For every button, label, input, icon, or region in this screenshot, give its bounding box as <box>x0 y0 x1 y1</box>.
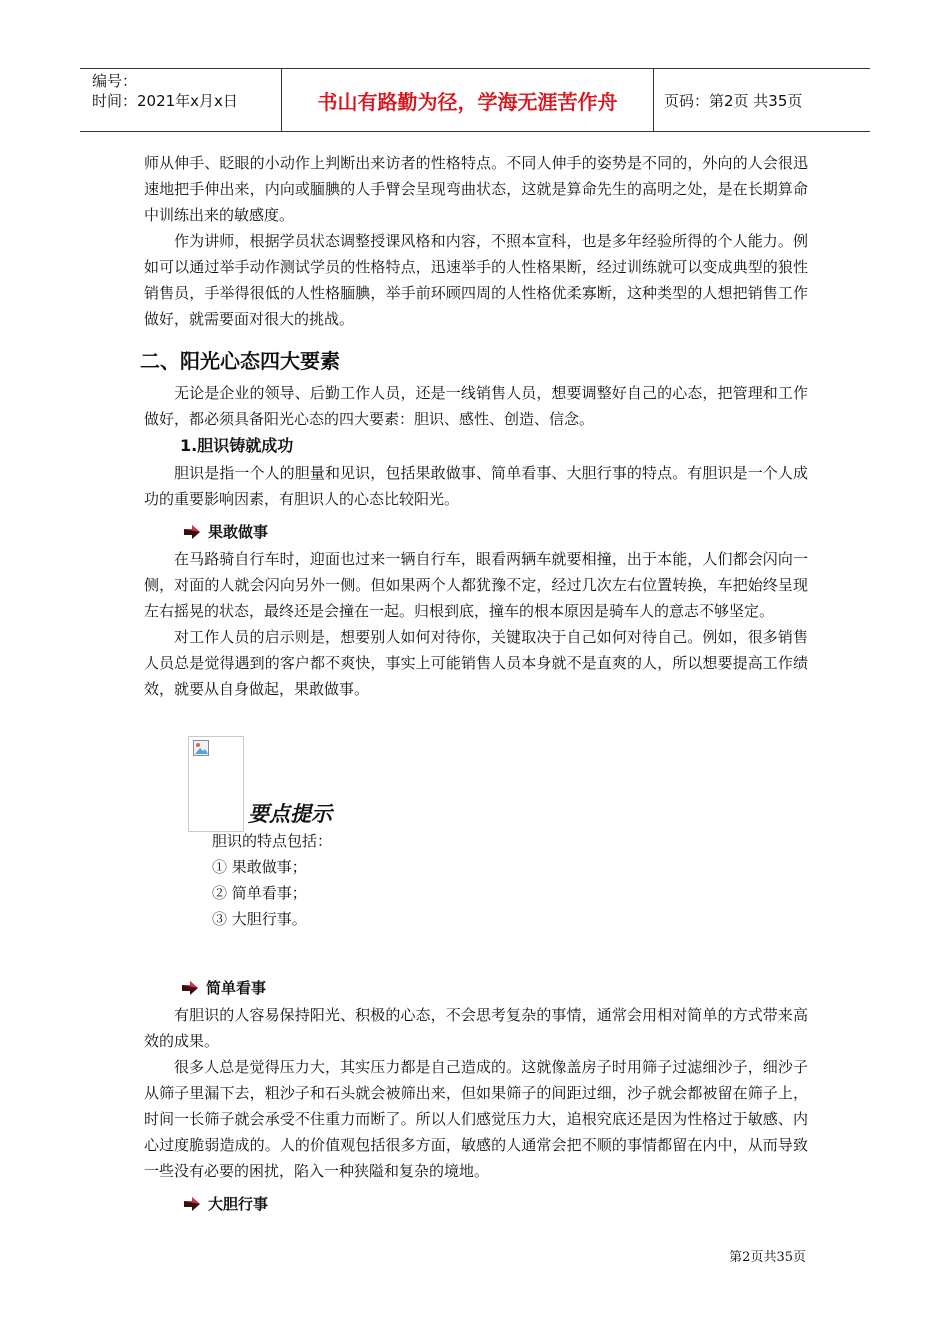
key-points-list <box>212 828 332 932</box>
paragraph: 对工作人员的启示则是，想要别人如何对待你，关键取决于自己如何对待自己。例如，很多销售人员总是觉得遇到的客户都不爽快，事实上可能销售人员本身就不是直爽的人，所以想要提高工作绩效，就要从自身做起，果敢做事。 <box>144 628 808 698</box>
paragraph: 无论是企业的领导、后勤工作人员，还是一线销售人员，想要调整好自己的心态，把管理和工作做好，都必须具备阳光心态的四大要素：胆识、感性、创造、信念。 <box>144 384 808 428</box>
page-footer: 第2页共35页 <box>729 1250 806 1265</box>
paragraph: 有胆识的人容易保持阳光、积极的心态，不会思考复杂的事情，通常会用相对简单的方式带来高效的成果。 <box>144 1006 808 1050</box>
bullet-label: 果敢做事 <box>208 523 269 541</box>
key-points-box <box>144 728 808 968</box>
header-motto: 书山有路勤为径，学海无涯苦作舟 <box>282 69 654 131</box>
header-time: 时间：2021年x月x日 <box>92 92 238 110</box>
header-meta <box>80 69 282 131</box>
bullet-heading <box>182 520 808 544</box>
arrow-bullet-icon <box>182 1197 202 1211</box>
paragraph: 师从伸手、眨眼的小动作上判断出来访者的性格特点。不同人伸手的姿势是不同的，外向的人会很迅速地把手伸出来，内向或腼腆的人手臂会呈现弯曲状态，这就是算命先生的高明之处，是在长期算命中训练出来的敏感度。 <box>144 154 808 224</box>
header-number: 编号： <box>92 72 138 90</box>
list-item: ① 果敢做事； <box>212 858 307 876</box>
section-heading: 二、阳光心态四大要素 <box>140 349 340 373</box>
paragraph: 作为讲师，根据学员状态调整授课风格和内容，不照本宣科，也是多年经验所得的个人能力。例如可以通过举手动作测试学员的性格特点，迅速举手的人性格果断，经过训练就可以变成典型的狼性销售员，手举得很低的人性格腼腆，举手前环顾四周的人性格优柔寡断，这种类型的人想把销售工作做好，就需要面对很大的挑战。 <box>144 232 808 328</box>
arrow-bullet-icon <box>180 981 200 995</box>
paragraph: 胆识是指一个人的胆量和见识，包括果敢做事、简单看事、大胆行事的特点。有胆识是一个人成功的重要影响因素，有胆识人的心态比较阳光。 <box>144 464 808 508</box>
document-body <box>140 150 808 1218</box>
image-placeholder <box>188 736 244 832</box>
paragraph: 很多人总是觉得压力大，其实压力都是自己造成的。这就像盖房子时用筛子过滤细沙子，细沙子从筛子里漏下去，粗沙子和石头就会被筛出来，但如果筛子的间距过细，沙子就会都被留在筛子上，时间一长筛子就会承受不住重力而断了。所以人们感觉压力大，追根究底还是因为性格过于敏感、内心过度脆弱造成的。人的价值观包括很多方面，敏感的人通常会把不顺的事情都留在内中，从而导致一些没有必要的困扰，陷入一种狭隘和复杂的境地。 <box>144 1058 808 1180</box>
broken-image-icon <box>193 740 209 756</box>
page-header <box>80 68 870 132</box>
paragraph: 在马路骑自行车时，迎面也过来一辆自行车，眼看两辆车就要相撞，出于本能，人们都会闪向一侧，对面的人就会闪向另外一侧。但如果两个人都犹豫不定，经过几次左右位置转换，车把始终呈现左右摇晃的状态，最终还是会撞在一起。归根到底，撞车的根本原因是骑车人的意志不够坚定。 <box>144 550 808 620</box>
bullet-heading <box>180 976 808 1000</box>
subsection-heading: 1.胆识铸就成功 <box>180 436 294 455</box>
bullet-label: 简单看事 <box>206 979 267 997</box>
list-item: ② 简单看事； <box>212 884 307 902</box>
bullet-label: 大胆行事 <box>208 1195 269 1213</box>
arrow-bullet-icon <box>182 525 202 539</box>
header-page: 页码：第2页 共35页 <box>664 91 803 110</box>
key-points-title: 要点提示 <box>248 801 332 826</box>
bullet-heading <box>182 1192 808 1216</box>
key-points-intro: 胆识的特点包括： <box>212 832 333 850</box>
list-item: ③ 大胆行事。 <box>212 910 307 928</box>
